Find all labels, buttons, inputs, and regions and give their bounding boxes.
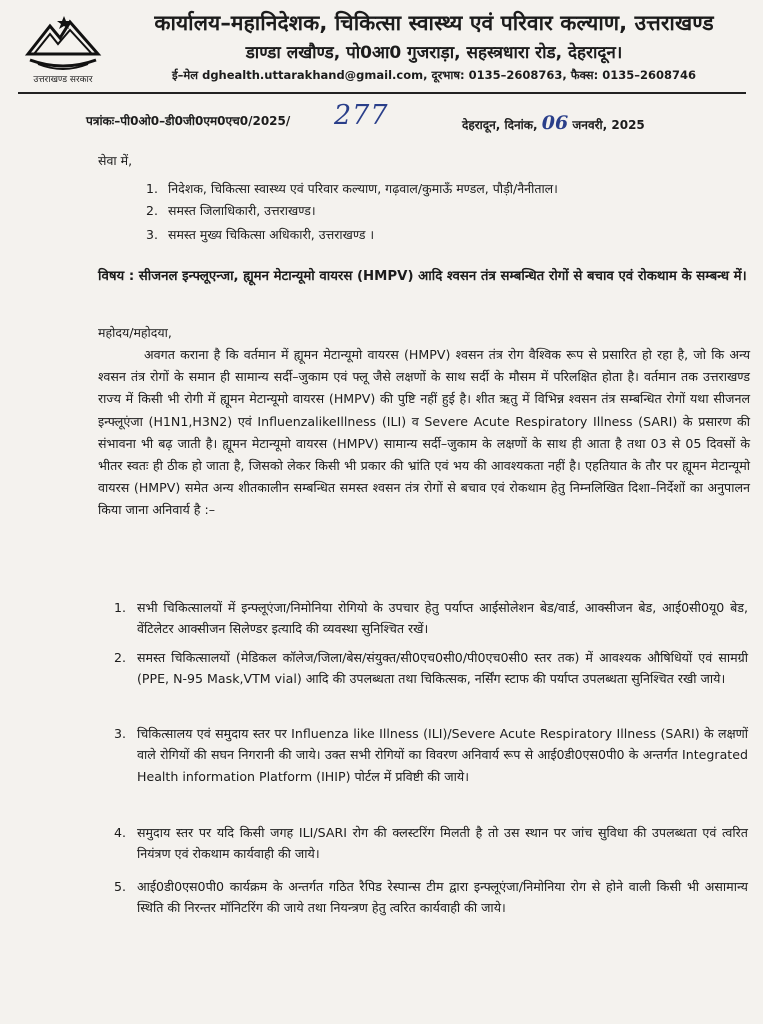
- letter-date: [462, 112, 645, 134]
- logo-caption: उत्तराखण्ड सरकार: [33, 75, 93, 85]
- letter-reference: पत्रांकः–पी0ओ0–डी0जी0एम0एच0/2025/: [86, 114, 291, 128]
- handwritten-letter-number: 277: [334, 100, 389, 131]
- letter-subject: विषय : सीजनल इन्फ्लूएन्जा, ह्यूमन मेटान्यूमो वायरस (HMPV) आदि श्वसन तंत्र सम्बन्धित रोगों से बचाव एवं रोकथाम के सम्बन्ध में।: [98, 269, 747, 284]
- recipient-item: 3. समस्त मुख्य चिकित्सा अधिकारी, उत्तराखण्ड ।: [146, 227, 375, 242]
- directive-item: 2. समस्त चिकित्सालयों (मेडिकल कॉलेज/जिला/बेस/संयुक्त/सी0एच0सी0/पी0एच0सी0 स्तर तक) में आवश्यक औषिधियों एवं सामग्री (PPE, N-95 Mask,VTM vial) आदि की उपलब्धता तथा चिकित्सक, नर्सिंग स्टाफ की पर्याप्त उपलब्धता सुनिश्चित रखी जाये।: [114, 650, 748, 687]
- date-prefix: देहरादून, दिनांक,: [462, 118, 538, 132]
- office-title: कार्यालय–महानिदेशक, चिकित्सा स्वास्थ्य एवं परिवार कल्याण, उत्तराखण्ड: [154, 11, 714, 35]
- handwritten-date-day: 06: [541, 112, 569, 134]
- recipients-heading: सेवा में,: [98, 153, 133, 168]
- directive-item: 1. सभी चिकित्सालयों में इन्फ्लूएंजा/निमोनिया रोगियो के उपचार हेतु पर्याप्त आईसोलेशन बेड/वार्ड, आक्सीजन बेड, आई0सी0यू0 बेड, वेंटिलेटर आक्सीजन सिलेण्डर इत्यादि की व्यवस्था सुनिश्चित रखें।: [114, 600, 748, 637]
- directive-item: 4. समुदाय स्तर पर यदि किसी जगह ILI/SARI रोग की क्लस्टरिंग मिलती है तो उस स्थान पर जांच सुविधा की उपलब्धता एवं त्वरित नियंत्रण एवं रोकथाम कार्यवाही की जाये।: [114, 825, 748, 862]
- body-paragraph: अवगत कराना है कि वर्तमान में ह्यूमन मेटान्यूमो वायरस (HMPV) श्वसन तंत्र रोग वैश्विक रूप से प्रसारित हो रहा है, जो कि अन्य श्वसन तंत्र रोगों के समान ही सामान्य सर्दी–जुकाम एवं फ्लू जैसे लक्षणों के साथ सर्दी के मौसम में परिलक्षित होता है। वर्तमान तक उत्तराखण्ड राज्य में किसी भी रोगी में ह्यूमन मेटान्यूमो वायरस (HMPV) की पुष्टि नहीं हुई है। शीत ऋतु में विभिन्न श्वसन तंत्र सम्बन्धित रोगों यथा सीजनल इन्फ्लूएंजा (H1N1,H3N2) एवं InfluenzalikeIllness (ILI) व Severe Acute Respiratory Illness (SARI) के प्रसारण की संभावना भी बढ़ जाती है। ह्यूमन मेटान्यूमो वायरस (HMPV) सामान्य सर्दी–जुकाम के लक्षणों के साथ ही आता है तथा 03 से 05 दिवसों के भीतर स्वतः ही ठीक हो जाता है, जिसको लेकर किसी भी प्रकार की भ्रांति एवं भय की आवश्यकता नहीं है। एहतियात के तौर पर ह्यूमन मेटान्यूमो वायरस (HMPV) समेत अन्य शीतकालीन सम्बन्धित समस्त श्वसन तंत्र रोगों से बचाव एवं रोकथाम हेतु निम्नलिखित दिशा–निर्देशों का अनुपालन किया जाना अनिवार्य है :–: [98, 347, 750, 518]
- office-address: डाण्डा लखौण्ड, पो0आ0 गुजराड़ा, सहस्त्रधारा रोड, देहरादून।: [245, 43, 623, 63]
- salutation: महोदय/महोदया,: [98, 325, 172, 340]
- office-contact: ई–मेल dghealth.uttarakhand@gmail.com, दूरभाष: 0135–2608763, फैक्स: 0135–2608746: [172, 68, 696, 82]
- letterhead-divider: [18, 92, 746, 94]
- directive-item: 3. चिकित्सालय एवं समुदाय स्तर पर Influenza like Illness (ILI)/Severe Acute Respiratory Illness (SARI) के लक्षणों वाले रोगियों की सघन निगरानी की जाये। उक्त सभी रोगियों का विवरण अनिवार्य रूप से आई0डी0एस0पी0 के अन्तर्गत Integrated Health information Platform (IHIP) पोर्टल में प्रविष्टी की जाये।: [114, 726, 748, 784]
- recipient-item: 1. निदेशक, चिकित्सा स्वास्थ्य एवं परिवार कल्याण, गढ़वाल/कुमाऊँ मण्डल, पौड़ी/नैनीताल।: [146, 181, 558, 196]
- recipient-item: 2. समस्त जिलाधिकारी, उत्तराखण्ड।: [146, 203, 316, 218]
- directive-item: 5. आई0डी0एस0पी0 कार्यक्रम के अन्तर्गत गठित रैपिड रेस्पान्स टीम द्वारा इन्फ्लूएंजा/निमोनिया रोग से होने वाली किसी भी असामान्य स्थिति की निरन्तर मॉनिटरिंग की जाये तथा नियन्त्रण हेतु त्वरित कार्यवाही की जाये।: [114, 879, 748, 916]
- date-suffix: जनवरी, 2025: [572, 118, 645, 132]
